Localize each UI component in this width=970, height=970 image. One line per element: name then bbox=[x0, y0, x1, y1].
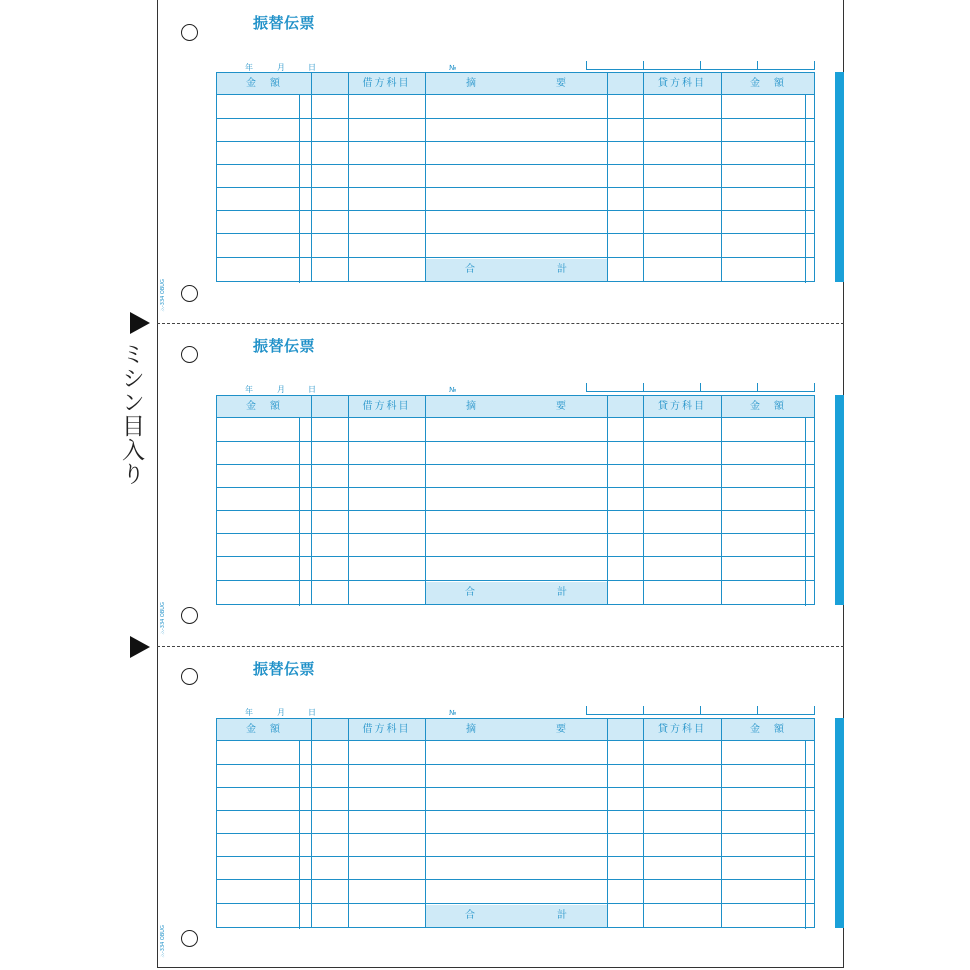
total-cell bbox=[425, 582, 607, 604]
date-year-label: 年 bbox=[245, 708, 253, 717]
date-month-label: 月 bbox=[277, 708, 285, 717]
total-label-left: 合 bbox=[465, 264, 475, 275]
journal-table bbox=[216, 718, 815, 928]
header-credit-account: 貸方科目 bbox=[658, 724, 706, 735]
total-label-right: 計 bbox=[557, 264, 567, 275]
voucher-1 bbox=[157, 0, 844, 312]
header-summary-left: 摘 bbox=[466, 401, 478, 412]
punch-hole-top bbox=[181, 24, 198, 41]
punch-hole-bottom bbox=[181, 930, 198, 947]
perforation-arrow bbox=[130, 636, 150, 658]
header-debit-account: 借方科目 bbox=[362, 724, 411, 735]
header-summary-right: 要 bbox=[556, 401, 568, 412]
date-day-label: 日 bbox=[308, 385, 316, 394]
perforation-arrow bbox=[130, 312, 150, 334]
voucher-2 bbox=[157, 323, 844, 635]
header-summary-left: 摘 bbox=[466, 724, 478, 735]
header-summary-right: 要 bbox=[556, 78, 568, 89]
header-credit-account: 貸方科目 bbox=[658, 78, 706, 89]
index-tab bbox=[835, 718, 844, 928]
header-debit-amount: 金 額 bbox=[246, 724, 282, 735]
form-code: シ-334 OBUG bbox=[160, 279, 166, 312]
header-debit-account: 借方科目 bbox=[362, 401, 411, 412]
header-debit-account: 借方科目 bbox=[362, 78, 411, 89]
total-cell bbox=[425, 905, 607, 927]
voucher-title: 振替伝票 bbox=[253, 660, 316, 678]
index-tab bbox=[835, 72, 844, 282]
total-cell bbox=[425, 259, 607, 281]
total-label-right: 計 bbox=[557, 587, 567, 598]
header-summary-right: 要 bbox=[556, 724, 568, 735]
date-day-label: 日 bbox=[308, 63, 316, 72]
number-label: № bbox=[449, 386, 457, 394]
total-label-right: 計 bbox=[557, 910, 567, 921]
header-credit-amount: 金 額 bbox=[750, 724, 786, 735]
journal-table bbox=[216, 395, 815, 605]
punch-hole-bottom bbox=[181, 285, 198, 302]
punch-hole-top bbox=[181, 668, 198, 685]
date-year-label: 年 bbox=[245, 385, 253, 394]
index-tab bbox=[835, 395, 844, 605]
number-label: № bbox=[449, 709, 457, 717]
total-label-left: 合 bbox=[465, 910, 475, 921]
number-label: № bbox=[449, 64, 457, 72]
form-code: シ-334 OBUG bbox=[160, 925, 166, 958]
header-debit-amount: 金 額 bbox=[246, 78, 282, 89]
header-credit-amount: 金 額 bbox=[750, 401, 786, 412]
voucher-3 bbox=[157, 646, 844, 958]
form-code: シ-334 OBUG bbox=[160, 602, 166, 635]
punch-hole-top bbox=[181, 346, 198, 363]
date-month-label: 月 bbox=[277, 63, 285, 72]
voucher-title: 振替伝票 bbox=[253, 14, 316, 32]
header-debit-amount: 金 額 bbox=[246, 401, 282, 412]
header-credit-account: 貸方科目 bbox=[658, 401, 706, 412]
date-month-label: 月 bbox=[277, 385, 285, 394]
perforation-label: ミシン目入り bbox=[118, 342, 144, 486]
header-credit-amount: 金 額 bbox=[750, 78, 786, 89]
date-day-label: 日 bbox=[308, 708, 316, 717]
date-year-label: 年 bbox=[245, 63, 253, 72]
voucher-title: 振替伝票 bbox=[253, 337, 316, 355]
header-summary-left: 摘 bbox=[466, 78, 478, 89]
total-label-left: 合 bbox=[465, 587, 475, 598]
journal-table bbox=[216, 72, 815, 282]
punch-hole-bottom bbox=[181, 607, 198, 624]
